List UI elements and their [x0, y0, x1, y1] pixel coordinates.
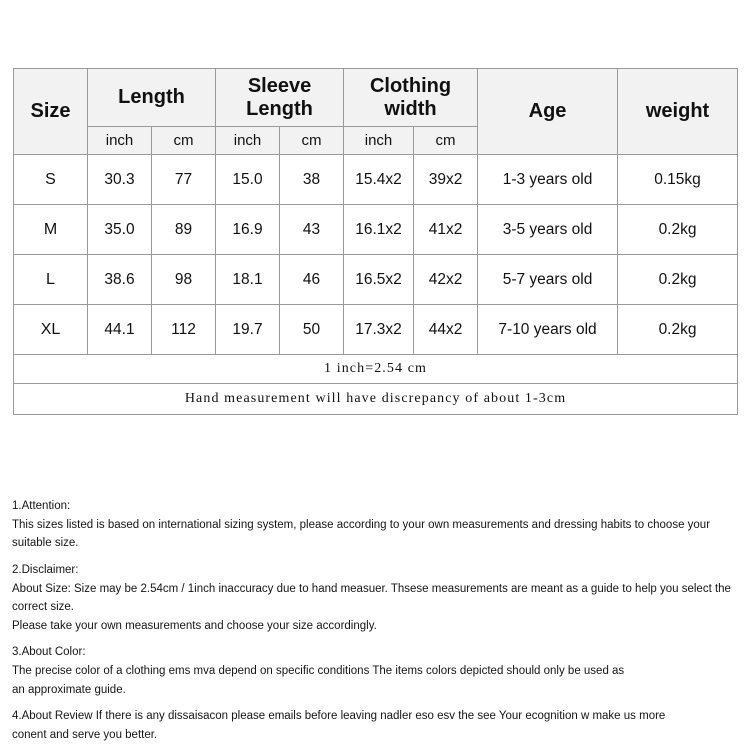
cell-width-inch: 16.1x2 — [344, 205, 414, 255]
cell-length-inch: 30.3 — [88, 155, 152, 205]
note-color — [12, 643, 738, 699]
note-attention-line1: This sizes listed is based on international sizing system, please according to your own measurements and dressing habits to choose your suitable size. — [12, 518, 711, 550]
note-attention — [12, 497, 738, 553]
cell-weight: 0.2kg — [618, 305, 738, 355]
table-footnote-row — [14, 384, 738, 415]
cell-sleeve-inch: 18.1 — [216, 255, 280, 305]
table-row — [14, 155, 738, 205]
cell-weight: 0.15kg — [618, 155, 738, 205]
cell-size: L — [14, 255, 88, 305]
note-disclaimer — [12, 561, 738, 636]
note-attention-title: 1.Attention: — [12, 500, 71, 512]
note-review-title: 4.About Review If there is any dissaisacon please emails before leaving nadler eso esv the see Your ecognition w make us more — [12, 710, 666, 723]
cell-sleeve-inch: 19.7 — [216, 305, 280, 355]
cell-weight: 0.2kg — [618, 205, 738, 255]
header-size: Size — [14, 69, 88, 155]
table-row — [14, 305, 738, 355]
cell-weight: 0.2kg — [618, 255, 738, 305]
subheader-sleeve-cm: cm — [280, 127, 344, 155]
note-disclaimer-title: 2.Disclaimer: — [12, 563, 79, 576]
cell-length-cm: 98 — [152, 255, 216, 305]
table-header-row — [14, 69, 738, 127]
note-color-line1: The precise color of a clothing ems mva depend on specific conditions The items colors depicted should only be used as — [12, 665, 625, 677]
header-clothing-width: Clothing width — [344, 69, 478, 127]
footnote-measurement-discrepancy: Hand measurement will have discrepancy of about 1-3cm — [14, 384, 738, 415]
cell-age: 7-10 years old — [478, 305, 618, 355]
cell-length-inch: 38.6 — [88, 255, 152, 305]
cell-length-cm: 77 — [152, 155, 216, 205]
subheader-width-cm: cm — [414, 127, 478, 155]
cell-sleeve-inch: 15.0 — [216, 155, 280, 205]
cell-width-inch: 15.4x2 — [344, 155, 414, 205]
cell-sleeve-cm: 46 — [280, 255, 344, 305]
table-row — [14, 205, 738, 255]
cell-size: S — [14, 155, 88, 205]
size-table-container — [13, 68, 737, 415]
cell-age: 5-7 years old — [478, 255, 618, 305]
table-row — [14, 255, 738, 305]
cell-age: 1-3 years old — [478, 155, 618, 205]
table-footnote-row — [14, 355, 738, 384]
note-disclaimer-line2: Please take your own measurements and choose your size accordingly. — [12, 619, 377, 632]
note-review-line1: conent and serve you better. — [12, 728, 158, 741]
cell-sleeve-cm: 38 — [280, 155, 344, 205]
size-table — [13, 68, 738, 415]
note-color-line2: an approximate guide. — [12, 683, 126, 696]
cell-width-cm: 42x2 — [414, 255, 478, 305]
header-age: Age — [478, 69, 618, 155]
cell-width-cm: 41x2 — [414, 205, 478, 255]
cell-length-cm: 112 — [152, 305, 216, 355]
footnote-inch-conversion: 1 inch=2.54 cm — [14, 355, 738, 384]
subheader-length-cm: cm — [152, 127, 216, 155]
cell-sleeve-cm: 50 — [280, 305, 344, 355]
cell-width-cm: 44x2 — [414, 305, 478, 355]
header-sleeve-length: Sleeve Length — [216, 69, 344, 127]
cell-length-inch: 35.0 — [88, 205, 152, 255]
subheader-sleeve-inch: inch — [216, 127, 280, 155]
cell-size: M — [14, 205, 88, 255]
cell-sleeve-cm: 43 — [280, 205, 344, 255]
notes-section — [12, 497, 738, 745]
note-review — [12, 707, 738, 744]
cell-length-inch: 44.1 — [88, 305, 152, 355]
cell-age: 3-5 years old — [478, 205, 618, 255]
cell-width-cm: 39x2 — [414, 155, 478, 205]
cell-width-inch: 17.3x2 — [344, 305, 414, 355]
cell-width-inch: 16.5x2 — [344, 255, 414, 305]
subheader-width-inch: inch — [344, 127, 414, 155]
note-disclaimer-line1: About Size: Size may be 2.54cm / 1inch inaccuracy due to hand measuer. Thsese measurements are meant as a guide to help you select the correct size. — [12, 582, 731, 614]
cell-length-cm: 89 — [152, 205, 216, 255]
note-color-title: 3.About Color: — [12, 646, 86, 659]
subheader-length-inch: inch — [88, 127, 152, 155]
cell-sleeve-inch: 16.9 — [216, 205, 280, 255]
cell-size: XL — [14, 305, 88, 355]
header-weight: weight — [618, 69, 738, 155]
header-length: Length — [88, 69, 216, 127]
